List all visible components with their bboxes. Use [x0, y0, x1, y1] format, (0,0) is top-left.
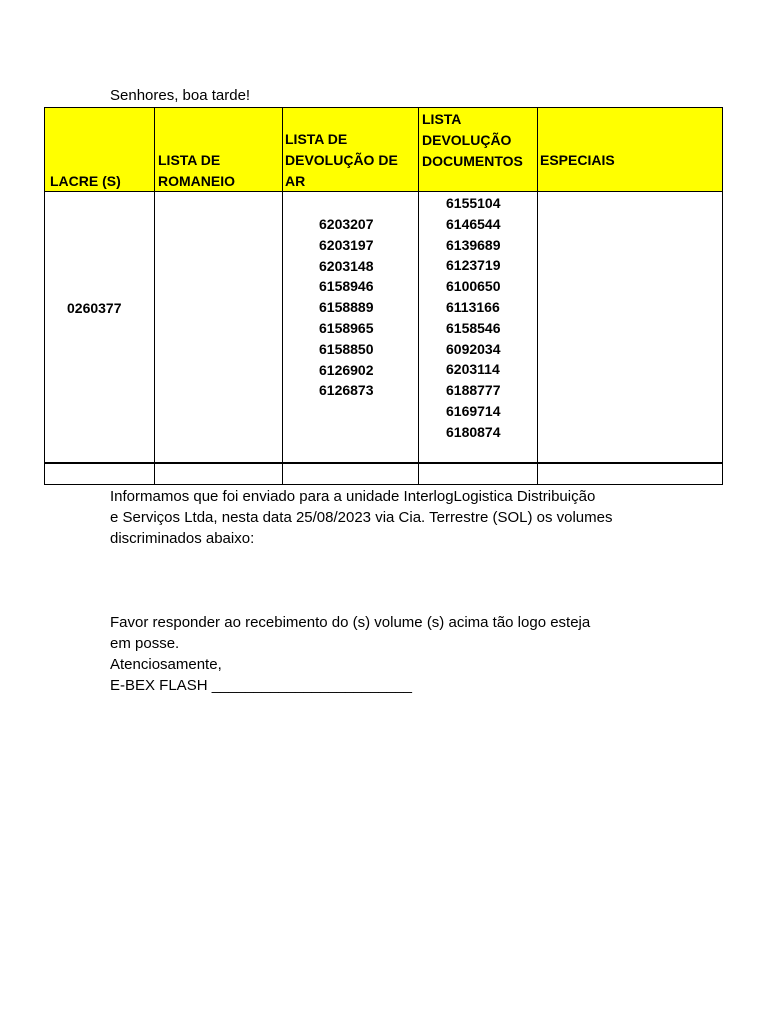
devolucao-ar-item: 6158850 [319, 340, 374, 357]
request-line: Favor responder ao recebimento do (s) volume (s) acima tão logo esteja [110, 614, 591, 631]
column-divider [154, 108, 155, 484]
header-especiais: ESPECIAIS [540, 152, 615, 168]
dispatch-table [44, 107, 723, 485]
devolucao-documento-item: 6155104 [446, 195, 501, 211]
closing-block [110, 612, 590, 696]
devolucao-ar-item: 6126902 [319, 361, 374, 378]
devolucao-documento-item: 6139689 [446, 236, 501, 253]
devolucao-ar-item: 6158889 [319, 299, 374, 316]
devolucao-documento-item: 6113166 [446, 298, 500, 315]
lacre-value: 0260377 [67, 300, 122, 316]
devolucao-documento-item: 6158546 [446, 319, 501, 336]
devolucao-documentos-list [446, 193, 501, 443]
greeting-text: Senhores, boa tarde! [110, 87, 251, 104]
header-devolucao-ar: LISTA DE DEVOLUÇÃO DE AR [285, 131, 398, 189]
devolucao-documento-item: 6169714 [446, 402, 501, 419]
devolucao-documento-item: 6180874 [446, 423, 501, 440]
header-romaneio: LISTA DE ROMANEIO [158, 152, 235, 189]
column-divider [418, 108, 419, 484]
devolucao-documento-item: 6188777 [446, 382, 501, 399]
closing-text: Atenciosamente, [110, 656, 222, 673]
info-line: e Serviços Ltda, nesta data 25/08/2023 via Cia. Terrestre (SOL) os volumes [110, 509, 613, 526]
info-line: discriminados abaixo: [110, 530, 255, 547]
devolucao-documento-item: 6092034 [446, 340, 501, 357]
request-line: em posse. [110, 635, 180, 652]
devolucao-ar-list [319, 214, 374, 401]
column-divider [282, 108, 283, 484]
devolucao-documento-item: 6100650 [446, 278, 501, 295]
header-devolucao-documentos: LISTA DEVOLUÇÃO DOCUMENTOS [422, 111, 523, 169]
devolucao-ar-item: 6203197 [319, 236, 374, 253]
column-divider [537, 108, 538, 484]
info-line: Informamos que foi enviado para a unidade InterlogLogistica Distribuição [110, 488, 596, 505]
header-lacre: LACRE (S) [50, 173, 121, 189]
devolucao-documento-item: 6146544 [446, 215, 501, 232]
info-paragraph [110, 486, 613, 549]
devolucao-documento-item: 6203114 [446, 361, 500, 378]
devolucao-documento-item: 6123719 [446, 257, 501, 274]
devolucao-ar-item: 6203148 [319, 257, 374, 274]
devolucao-ar-item: 6126873 [319, 382, 374, 399]
signature-line: E-BEX FLASH ________________________ [110, 677, 412, 694]
devolucao-ar-item: 6203207 [319, 216, 374, 232]
row-divider [45, 462, 722, 464]
devolucao-ar-item: 6158965 [319, 319, 374, 336]
devolucao-ar-item: 6158946 [319, 278, 374, 295]
